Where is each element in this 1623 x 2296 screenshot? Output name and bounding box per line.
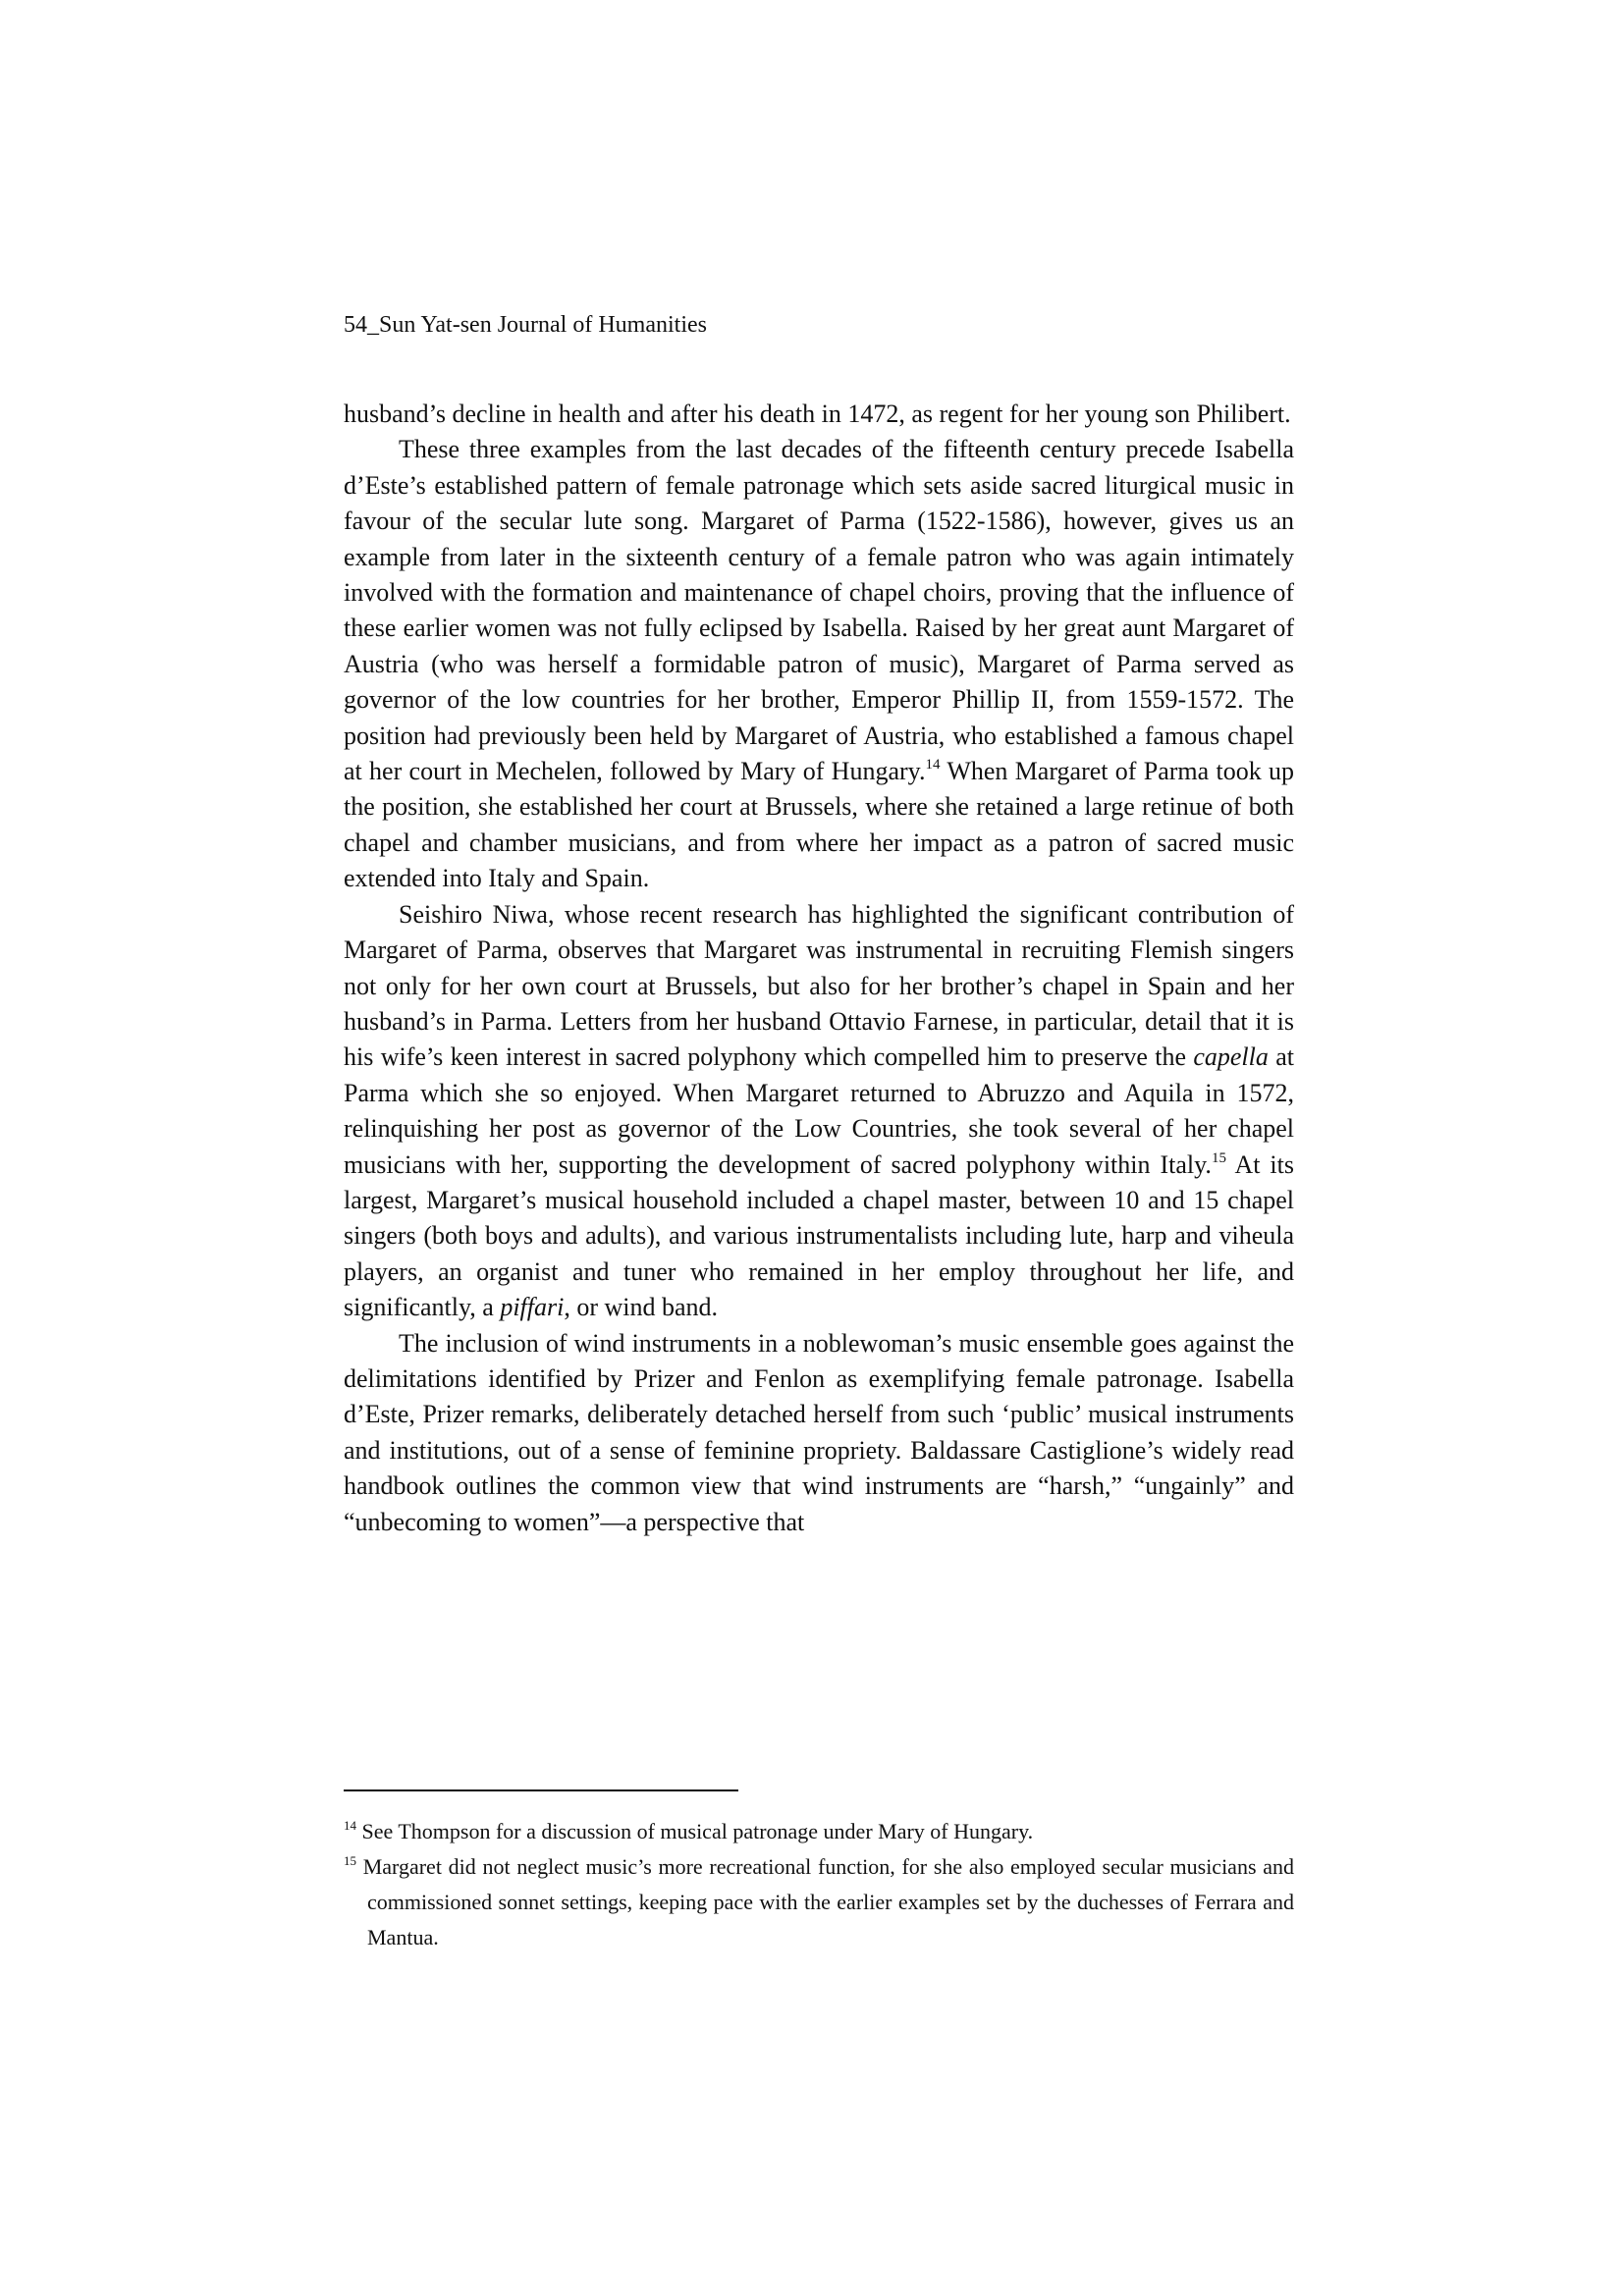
footnote-14 <box>344 1814 1294 1849</box>
paragraph-2-text-a: These three examples from the last decades of the fifteenth century precede Isabella d’Este’s established pattern of female patronage which sets aside sacred liturgical music in favour of the secular lute song. Margaret of Parma (1522-1586), however, gives us an example from later in the sixteenth century of a female patron who was again intimately involved with the formation and maintenance of chapel choirs, proving that the influence of these earlier women was not fully eclipsed by Isabella. Raised by her great aunt Margaret of Austria (who was herself a formidable patron of music), Margaret of Parma served as governor of the low countries for her brother, Emperor Phillip II, from 1559-1572. The position had previously been held by Margaret of Austria, who established a famous chapel at her court in Mechelen, followed by Mary of Hungary. <box>344 435 1294 786</box>
paragraph-3-text-b: at Parma which she so enjoyed. When Margaret returned to Abruzzo and Aquila in 1572, relinquishing her post as governor of the Low Countries, she took several of her chapel musicians with her, supporting the development of sacred polyphony within Italy. <box>344 1042 1294 1179</box>
italic-term-capella: capella <box>1193 1042 1269 1072</box>
paragraph-4: The inclusion of wind instruments in a noblewoman’s music ensemble goes against the delimitations identified by Prizer and Fenlon as exemplifying female patronage. Isabella d’Este, Prizer remarks, deliberately detached herself from such ‘public’ musical instruments and institutions, out of a sense of feminine propriety. Baldassare Castiglione’s widely read handbook outlines the common view that wind instruments are “harsh,” “ungainly” and “unbecoming to women”—a perspective that <box>344 1328 1294 1536</box>
footnote-divider <box>344 1789 738 1791</box>
paragraph-3 <box>344 897 1294 1326</box>
paragraph-2 <box>344 432 1294 896</box>
paragraph-2-text-b: When Margaret of Parma took up the position, she established her court at Brussels, where she retained a large retinue of both chapel and chamber musicians, and from where her impact as a patron of sacred music extended into Italy and Spain. <box>344 757 1294 893</box>
paragraph-3-text-d: , or wind band. <box>564 1293 719 1322</box>
footnote-number: 14 <box>344 1818 356 1833</box>
footnote-ref-15[interactable]: 15 <box>1211 1149 1226 1166</box>
footnote-text: See Thompson for a discussion of musical patronage under Mary of Hungary. <box>356 1819 1034 1843</box>
paragraph-3-text-c: At its largest, Margaret’s musical household included a chapel master, between 10 and 15 chapel singers (both boys and adults), and various instrumentalists including lute, harp and viheula players, an organist and tuner who remained in her employ throughout her life, and significantly, a <box>344 1149 1294 1322</box>
footnotes <box>344 1814 1294 1955</box>
footnote-ref-14[interactable]: 14 <box>925 757 941 774</box>
footnote-15 <box>344 1849 1294 1955</box>
paragraph-1: husband’s decline in health and after his death in 1472, as regent for her young son Philibert. <box>344 400 1291 428</box>
article-body <box>344 397 1294 1540</box>
running-header: 54_Sun Yat-sen Journal of Humanities <box>344 312 707 338</box>
footnote-text: Margaret did not neglect music’s more recreational function, for she also employed secular musicians and commissioned sonnet settings, keeping pace with the earlier examples set by the duchesses of Ferrara and Mantua. <box>356 1854 1294 1949</box>
footnote-number: 15 <box>344 1853 356 1868</box>
paragraph-3-text-a: Seishiro Niwa, whose recent research has highlighted the significant contribution of Margaret of Parma, observes that Margaret was instrumental in recruiting Flemish singers not only for her own court at Brussels, but also for her brother’s chapel in Spain and her husband’s in Parma. Letters from her husband Ottavio Farnese, in particular, detail that it is his wife’s keen interest in sacred polyphony which compelled him to preserve the <box>344 899 1294 1072</box>
italic-term-piffari: piffari <box>500 1293 565 1322</box>
